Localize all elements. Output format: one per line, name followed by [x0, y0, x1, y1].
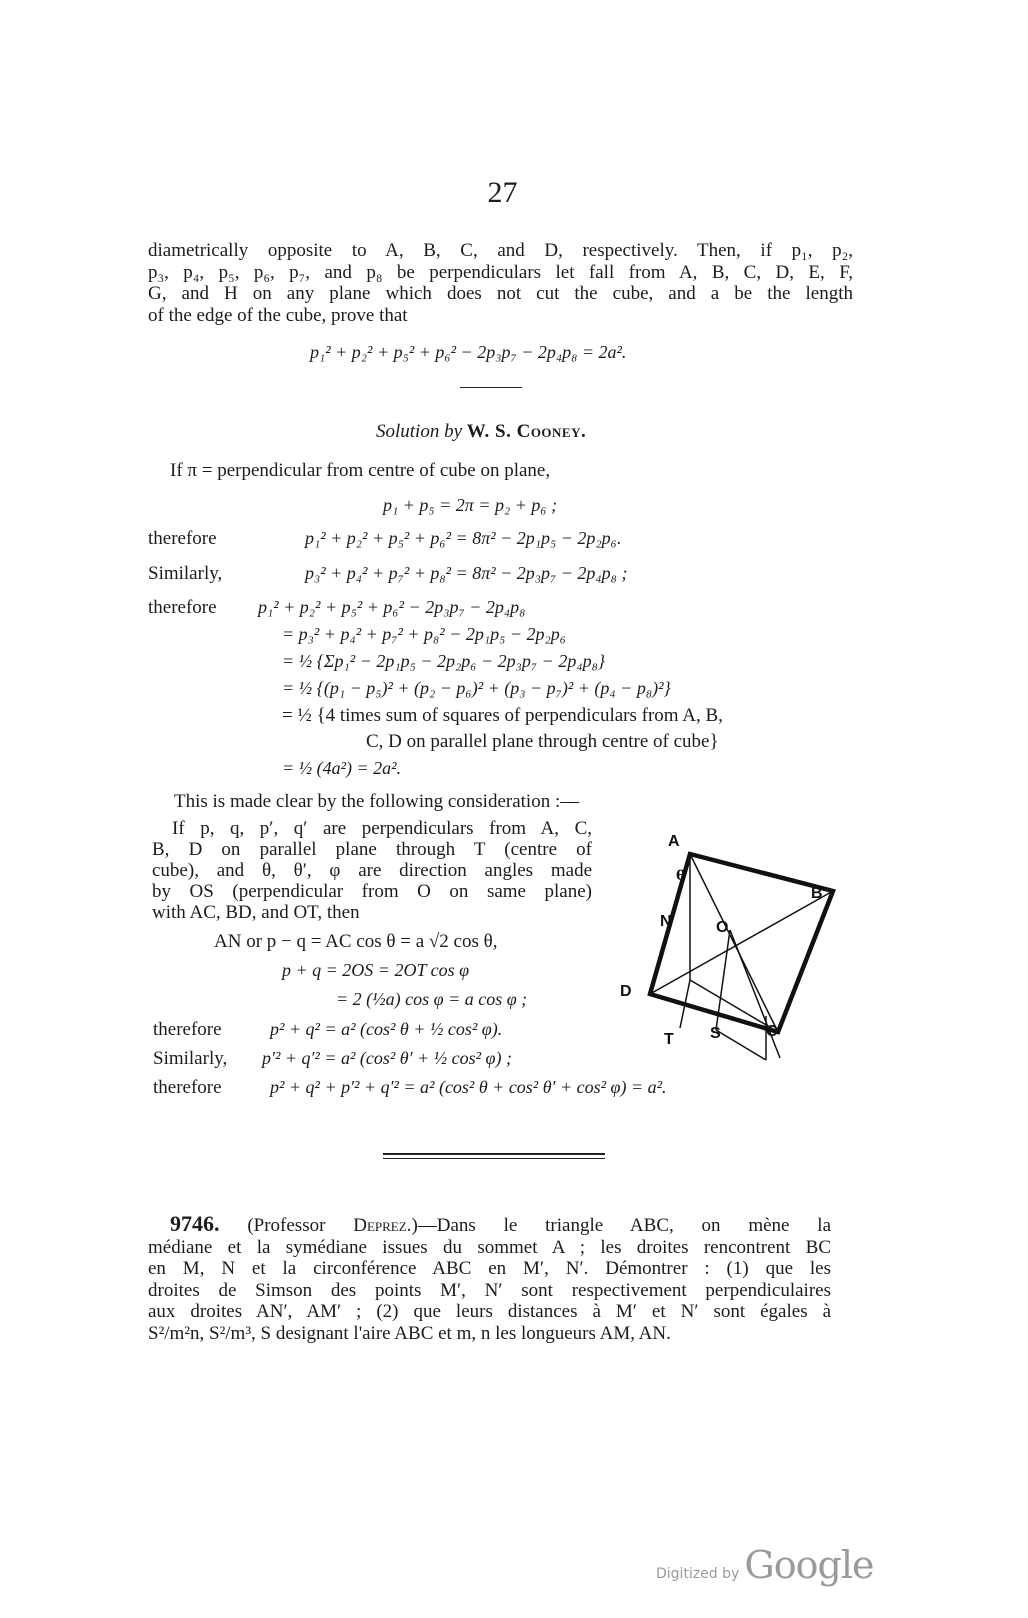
problem-line-4: droites de Simson des points M′, N′ sont respectivement perpendiculaires [148, 1279, 831, 1301]
solution-eq-4: p₁² + p₂² + p₅² + p₆² − 2p₃p₇ − 2p₄p₈ [258, 597, 526, 617]
cons-eq-3: = 2 (½a) cos φ = a cos φ ; [336, 989, 528, 1009]
problem-line-5: aux droites AN′, AM′ ; (2) que leurs distances à M′ et N′ sont égales à [148, 1301, 831, 1322]
cons-eq-4: p² + q² = a² (cos² θ + ½ cos² φ). [270, 1019, 503, 1039]
similarly-label-2: Similarly, [153, 1048, 228, 1069]
short-divider [460, 387, 522, 388]
solution-by-label: Solution by [376, 421, 463, 442]
solution-heading [376, 421, 586, 443]
double-divider-top [383, 1153, 605, 1155]
solution-eq-1: p₁ + p₅ = 2π = p₂ + p₆ ; [383, 495, 558, 515]
cons-eq-2: p + q = 2OS = 2OT cos φ [282, 960, 470, 980]
solution-eq-3: p₃² + p₄² + p₇² + p₈² = 8π² − 2p₃p₇ − 2p₄p₈ ; [305, 563, 628, 583]
cons-line-5: with AC, BD, and OT, then [152, 902, 360, 923]
problem-line-3: en M, N et la circonférence ABC en M′, N′. Démontrer : (1) que les [148, 1258, 831, 1279]
therefore-label-1: therefore [148, 528, 217, 549]
problem-line-2: médiane et la symédiane issues du sommet A ; les droites rencontrent BC [148, 1236, 831, 1258]
intro-line-2: p₃, p₄, p₅, p₆, p₇, and p₈ be perpendiculars let fall from A, B, C, D, E, F, [148, 261, 853, 283]
solution-eq-6: = ½ {Σp₁² − 2p₁p₅ − 2p₂p₆ − 2p₃p₇ − 2p₄p₈} [282, 651, 606, 671]
double-divider-bottom [383, 1158, 605, 1159]
consideration-intro: This is made clear by the following consideration :— [174, 791, 580, 812]
cons-eq-1: AN or p − q = AC cos θ = a √2 cos θ, [214, 931, 498, 952]
intro-paragraph [148, 240, 853, 326]
figure-label-n: N [660, 913, 672, 930]
google-watermark [656, 1543, 873, 1587]
figure-line-base [716, 1030, 766, 1060]
cons-line-3: cube), and θ, θ′, φ are direction angles made [152, 860, 592, 881]
therefore-label-4: therefore [153, 1077, 222, 1098]
solution-eq-5: = p₃² + p₄² + p₇² + p₈² − 2p₁p₅ − 2p₂p₆ [282, 624, 567, 644]
cons-eq-6: p² + q² + p′² + q′² = a² (cos² θ + cos² θ′ + cos² φ) = a². [270, 1077, 667, 1097]
solution-eq-7: = ½ {(p₁ − p₅)² + (p₂ − p₆)² + (p₃ − p₇)² + (p₄ − p₈)²} [282, 678, 671, 698]
intro-line-4: of the edge of the cube, prove that [148, 304, 408, 326]
problem-9746-paragraph [148, 1213, 831, 1344]
problem-author: Deprez. [353, 1215, 412, 1236]
consideration-paragraph [152, 818, 592, 923]
page-number: 27 [487, 176, 518, 209]
watermark-google: Google [744, 1543, 874, 1587]
problem-author-open: (Professor [247, 1215, 326, 1236]
cons-line-4: by OS (perpendicular from O on same plane) [152, 881, 592, 902]
figure-label-c: C [766, 1023, 778, 1040]
solution-eq-9: = ½ (4a²) = 2a². [282, 758, 402, 778]
solution-line-1: If π = perpendicular from centre of cube on plane, [170, 460, 551, 481]
figure-label-a: A [668, 833, 680, 850]
figure-label-o: O [716, 919, 729, 936]
watermark-digitized: Digitized by [656, 1566, 740, 1582]
problem-line-6: S²/m²n, S²/m³, S designant l'aire ABC et m, n les longueurs AM, AN. [148, 1322, 671, 1344]
problem-line-1 [148, 1213, 831, 1237]
cons-line-2: B, D on parallel plane through T (centre of [152, 839, 592, 860]
cons-eq-5: p′² + q′² = a² (cos² θ′ + ½ cos² φ) ; [262, 1048, 513, 1068]
intro-line-1: diametrically opposite to A, B, C, and D, respectively. Then, if p₁, p₂, [148, 240, 853, 261]
solution-eq-2: p₁² + p₂² + p₅² + p₆² = 8π² − 2p₁p₅ − 2p₂p₆. [305, 528, 622, 548]
problem-number: 9746. [170, 1211, 220, 1236]
cons-line-1: If p, q, p′, q′ are perpendiculars from A, C, [172, 818, 592, 839]
solver-name: W. S. Cooney. [466, 421, 587, 442]
solution-eq-8: = ½ {4 times sum of squares of perpendiculars from A, B, [282, 705, 723, 726]
figure-label-b: B [811, 885, 823, 902]
therefore-label-3: therefore [153, 1019, 222, 1040]
intro-line-3: G, and H on any plane which does not cut the cube, and a be the length [148, 283, 853, 304]
main-equation: p₁² + p₂² + p₅² + p₆² − 2p₃p₇ − 2p₄p₈ = 2a². [310, 342, 627, 362]
figure-label-t: T [664, 1031, 674, 1048]
figure-label-theta: θ [676, 868, 686, 884]
cube-section-figure [620, 820, 850, 1100]
figure-label-s: S [710, 1025, 721, 1042]
problem-text-1: )—Dans le triangle ABC, on mène la [411, 1215, 832, 1236]
therefore-label-2: therefore [148, 597, 217, 618]
solution-eq-8b: C, D on parallel plane through centre of cube} [366, 731, 719, 752]
figure-label-d: D [620, 983, 632, 1000]
figure-diagonal-bd [650, 891, 833, 994]
similarly-label-1: Similarly, [148, 563, 223, 584]
